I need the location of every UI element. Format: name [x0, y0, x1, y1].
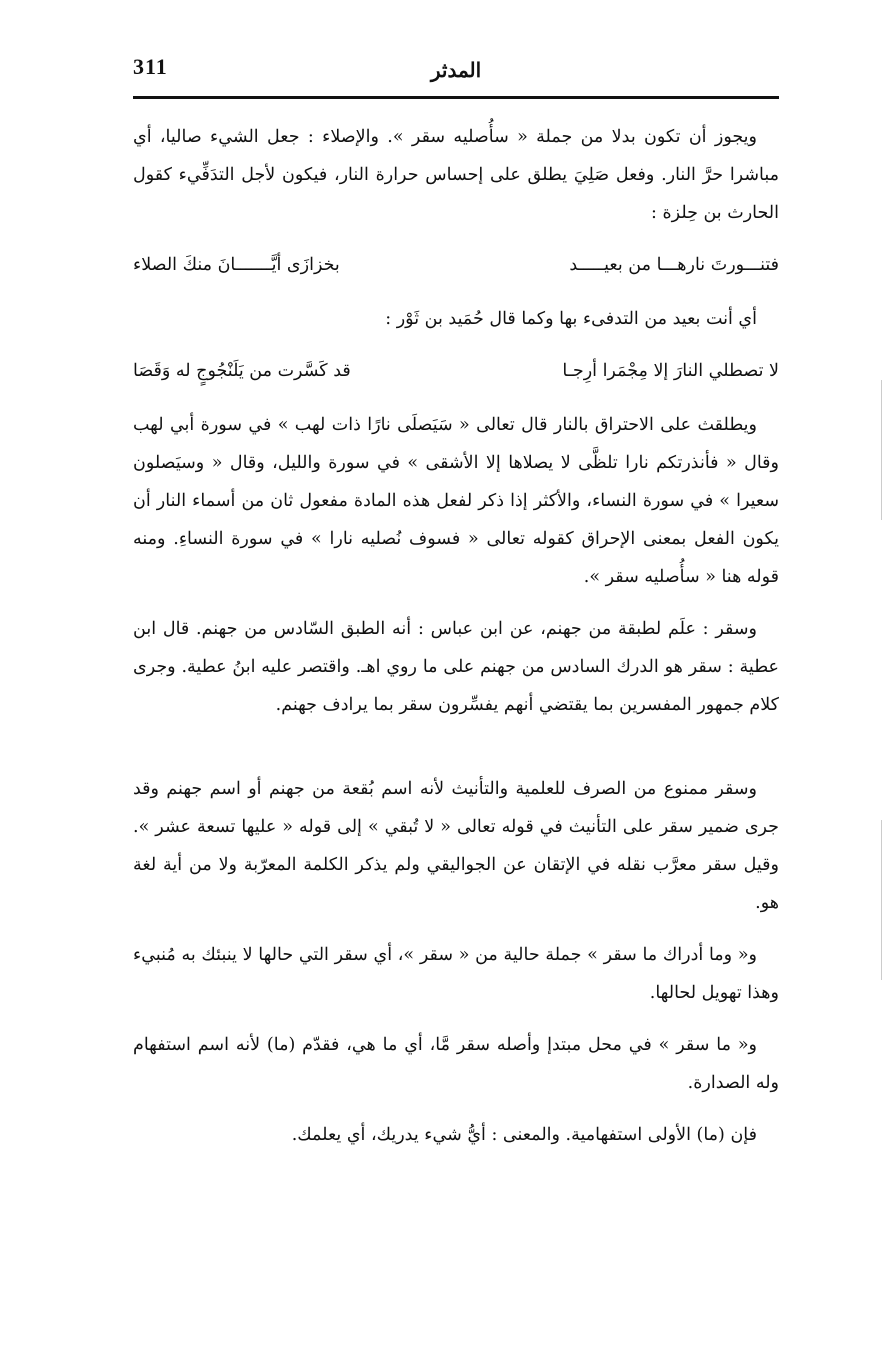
- verse-2-second-hemistich: قد كَسَّرت من يَلَنْجُوجٍ له وَقَصَا: [133, 361, 351, 381]
- page-header: [133, 48, 779, 98]
- paragraph-6: و« وما أدراك ما سقر » جملة حالية من « سقر »، أي سقر التي حالها لا ينبئك به مُنبيء وهذا تهويل لحالها.: [133, 945, 779, 1003]
- paragraph-1: ويجوز أن تكون بدلا من جملة « سأُصليه سقر ». والإصلاء : جعل الشيء صاليا، أي مباشرا حرَّ النار. وفعل صَلِيَ يطلق على إحساس حرارة النار، فيكون لأجل التدَفِّيء كقول الحارث بن حِلزة :: [133, 127, 779, 223]
- page-body: [133, 118, 779, 1168]
- page-number: 311: [133, 54, 168, 79]
- paragraph-3: ويطلقث على الاحتراق بالنار قال تعالى « سَيَصلَى نارًا ذات لهب » في سورة أبي لهب وقال « فأنذرتكم نارا تلظَّى لا يصلاها إلا الأشقى » في سورة والليل، وقال « وسيَصلون سعيرا » في سورة النساء، والأكثر إذا ذكر لفعل هذه المادة مفعول ثان من أسماء النار أن يكون الفعل بمعنى الإحراق كقوله تعالى « فسوف نُصليه نارا » في سورة النساءِ. ومنه قوله هنا « سأُصليه سقر ».: [133, 415, 779, 587]
- verse-2-first-hemistich: لا تصطلي النارَ إلا مِجْمَرا أرِجـا: [562, 361, 779, 381]
- paragraph-4: وسقر : علَم لطبقة من جهنم، عن ابن عباس : أنه الطبق السّادس من جهنم. قال ابن عطية : سقر هو الدرك السادس من جهنم على ما روي اهـ. واقتصر عليه ابنُ عطية. وجرى كلام جمهور المفسرين بما يقتضي أنهم يفسِّرون سقر بما يرادف جهنم.: [133, 619, 779, 715]
- verse-2: [133, 352, 779, 390]
- paragraph-5: وسقر ممنوع من الصرف للعلمية والتأنيث لأنه اسم بُقعة من جهنم أو اسم جهنم وقد جرى ضمير سقر على التأنيث في قوله تعالى « لا تُبقي » إلى قوله « عليها تسعة عشر ». وقيل سقر معرَّب نقله في الإتقان عن الجواليقي ولم يذكر الكلمة المعرّبة ولا من أية لغة هو.: [133, 779, 779, 913]
- running-title: المدثر: [430, 58, 482, 82]
- header-rule: [133, 96, 779, 99]
- scan-edge-mark: [881, 380, 882, 520]
- scan-edge-mark: [881, 820, 882, 980]
- paragraph-2: أي أنت بعيد من التدفىء بها وكما قال حُمَيد بن ثَوْر :: [385, 309, 757, 329]
- paragraph-7: و« ما سقر » في محل مبتدإ وأصله سقر مَّا، أي ما هي، فقدّم (ما) لأنه اسم استفهام وله الصدارة.: [133, 1035, 779, 1093]
- verse-1: [133, 246, 779, 284]
- paragraph-8: فإن (ما) الأولى استفهامية. والمعنى : أيُّ شيء يدريك، أي يعلمك.: [291, 1125, 757, 1145]
- verse-1-second-hemistich: بخزازَى أيَّـــــــانَ منكَ الصلاء: [133, 255, 340, 275]
- verse-1-first-hemistich: فتنـــورتَ نارهـــا من بعيـــــد: [569, 255, 779, 275]
